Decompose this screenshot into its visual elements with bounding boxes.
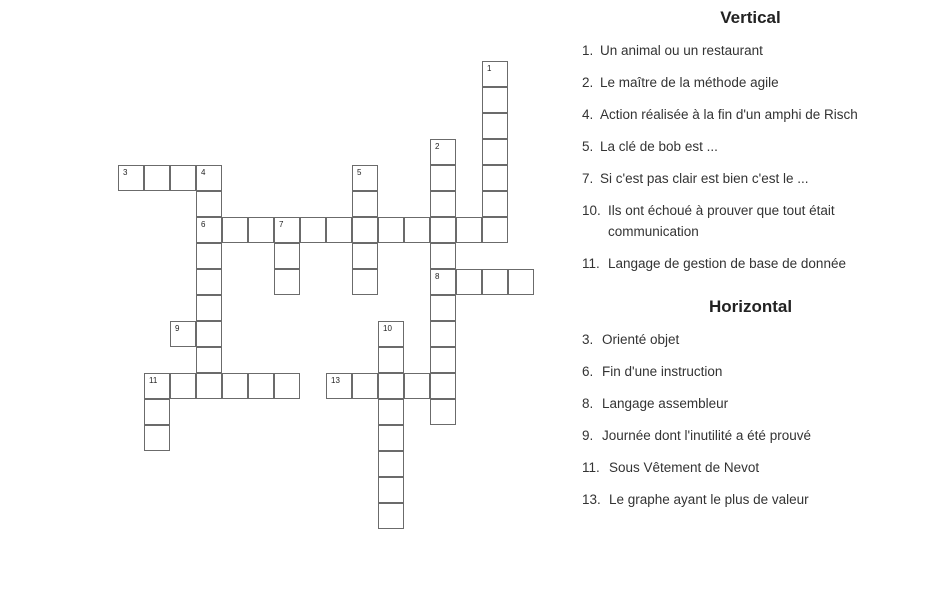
clue-number: 11. — [582, 460, 600, 475]
cell-number: 10 — [383, 324, 392, 333]
grid-cell[interactable] — [170, 165, 196, 191]
grid-cell[interactable] — [144, 425, 170, 451]
grid-cell[interactable] — [482, 139, 508, 165]
grid-cell[interactable] — [404, 373, 430, 399]
grid-cell[interactable] — [196, 269, 222, 295]
clue-number: 3. — [582, 332, 594, 347]
grid-cell[interactable] — [118, 165, 144, 191]
clue-number: 9. — [582, 428, 594, 443]
grid-cell[interactable] — [274, 269, 300, 295]
clue-vertical-10[interactable] — [578, 200, 938, 253]
clue-horizontal-6[interactable] — [578, 361, 938, 393]
grid-cell[interactable] — [144, 399, 170, 425]
cell-number: 9 — [175, 324, 180, 333]
clue-number: 4. — [582, 107, 594, 122]
grid-cell[interactable] — [378, 425, 404, 451]
grid-cell[interactable] — [352, 243, 378, 269]
grid-cell[interactable] — [430, 191, 456, 217]
grid-cell[interactable] — [378, 477, 404, 503]
grid-cell[interactable] — [248, 217, 274, 243]
grid-cell[interactable] — [430, 373, 456, 399]
clue-text: Orienté objet — [602, 332, 680, 347]
grid-cell[interactable] — [222, 217, 248, 243]
vertical-clue-list — [578, 40, 938, 285]
clue-horizontal-3[interactable] — [578, 329, 938, 361]
grid-cell[interactable] — [482, 191, 508, 217]
cell-number: 1 — [487, 64, 492, 73]
grid-cell[interactable] — [430, 399, 456, 425]
grid-cell[interactable] — [430, 295, 456, 321]
grid-cell[interactable] — [482, 165, 508, 191]
grid-cell[interactable] — [456, 269, 482, 295]
clue-vertical-4[interactable] — [578, 104, 938, 136]
grid-cell[interactable] — [508, 269, 534, 295]
grid-cell[interactable] — [430, 243, 456, 269]
clue-number: 6. — [582, 364, 594, 379]
grid-cell[interactable] — [378, 399, 404, 425]
horizontal-title: Horizontal — [708, 297, 793, 316]
grid-cell[interactable] — [274, 243, 300, 269]
grid-cell[interactable] — [196, 373, 222, 399]
grid-cell[interactable] — [378, 347, 404, 373]
clue-number: 1. — [582, 43, 594, 58]
clue-horizontal-9[interactable] — [578, 425, 938, 457]
grid-cell[interactable] — [196, 217, 222, 243]
cell-number: 5 — [357, 168, 362, 177]
grid-cell[interactable] — [430, 217, 456, 243]
grid-cell[interactable] — [378, 451, 404, 477]
clue-horizontal-13[interactable] — [578, 489, 938, 521]
clue-text: La clé de bob est ... — [600, 139, 718, 154]
grid-cell[interactable] — [378, 503, 404, 529]
grid-cell[interactable] — [170, 321, 196, 347]
clue-text: Langage de gestion de base de donnée — [608, 256, 846, 271]
clue-number: 11. — [582, 256, 600, 271]
clue-text: Un animal ou un restaurant — [600, 43, 763, 58]
grid-cell[interactable] — [430, 347, 456, 373]
cell-number: 4 — [201, 168, 206, 177]
grid-cell[interactable] — [196, 243, 222, 269]
clue-vertical-1[interactable] — [578, 40, 938, 72]
clue-horizontal-11[interactable] — [578, 457, 938, 489]
cell-number: 3 — [123, 168, 128, 177]
grid-cell[interactable] — [404, 217, 430, 243]
grid-cell[interactable] — [300, 217, 326, 243]
grid-cell[interactable] — [144, 165, 170, 191]
cell-number: 7 — [279, 220, 284, 229]
cell-number: 11 — [149, 376, 158, 385]
grid-cell[interactable] — [482, 113, 508, 139]
grid-cell[interactable] — [170, 373, 196, 399]
grid-cell[interactable] — [482, 87, 508, 113]
grid-cell[interactable] — [378, 217, 404, 243]
clue-text: Le graphe ayant le plus de valeur — [609, 492, 809, 507]
horizontal-clue-list — [578, 329, 938, 521]
clue-horizontal-8[interactable] — [578, 393, 938, 425]
clue-text: Action réalisée à la fin d'un amphi de Risch — [600, 107, 858, 122]
clue-number: 2. — [582, 75, 594, 90]
grid-cell[interactable] — [430, 139, 456, 165]
clues-panel — [578, 8, 938, 521]
clue-vertical-11[interactable] — [578, 253, 938, 285]
grid-cell[interactable] — [482, 61, 508, 87]
clue-vertical-2[interactable] — [578, 72, 938, 104]
vertical-title: Vertical — [720, 8, 781, 27]
grid-cell[interactable] — [352, 269, 378, 295]
cell-number: 13 — [331, 376, 340, 385]
grid-cell[interactable] — [352, 165, 378, 191]
grid-cell[interactable] — [378, 321, 404, 347]
clue-number: 8. — [582, 396, 594, 411]
clue-text: Fin d'une instruction — [602, 364, 723, 379]
clue-text: Ils ont échoué à prouver que tout était communication — [608, 203, 835, 239]
grid-cell[interactable] — [248, 373, 274, 399]
grid-cell[interactable] — [196, 295, 222, 321]
grid-cell[interactable] — [430, 165, 456, 191]
grid-cell[interactable] — [430, 269, 456, 295]
grid-cell[interactable] — [326, 217, 352, 243]
clue-text: Journée dont l'inutilité a été prouvé — [602, 428, 811, 443]
cell-number: 6 — [201, 220, 206, 229]
grid-cell[interactable] — [196, 165, 222, 191]
grid-cell[interactable] — [482, 269, 508, 295]
clue-text: Sous Vêtement de Nevot — [609, 460, 760, 475]
grid-cell[interactable] — [274, 217, 300, 243]
grid-cell[interactable] — [144, 373, 170, 399]
grid-cell[interactable] — [456, 217, 482, 243]
grid-cell[interactable] — [196, 347, 222, 373]
clue-number: 10. — [582, 203, 601, 218]
clue-number: 7. — [582, 171, 594, 186]
clue-number: 5. — [582, 139, 594, 154]
clue-text: Langage assembleur — [602, 396, 729, 411]
grid-cell[interactable] — [196, 321, 222, 347]
grid-cell[interactable] — [352, 217, 378, 243]
grid-cell[interactable] — [352, 373, 378, 399]
grid-cell[interactable] — [352, 191, 378, 217]
clue-number: 13. — [582, 492, 601, 507]
cell-number: 8 — [435, 272, 440, 281]
grid-cell[interactable] — [274, 373, 300, 399]
grid-cell[interactable] — [378, 373, 404, 399]
clue-text: Le maître de la méthode agile — [600, 75, 779, 90]
clue-vertical-5[interactable] — [578, 136, 938, 168]
grid-cell[interactable] — [482, 217, 508, 243]
clue-vertical-7[interactable] — [578, 168, 938, 200]
grid-cell[interactable] — [326, 373, 352, 399]
clue-text: Si c'est pas clair est bien c'est le ... — [600, 171, 809, 186]
grid-cell[interactable] — [196, 191, 222, 217]
cell-number: 2 — [435, 142, 440, 151]
grid-cell[interactable] — [430, 321, 456, 347]
grid-cell[interactable] — [222, 373, 248, 399]
